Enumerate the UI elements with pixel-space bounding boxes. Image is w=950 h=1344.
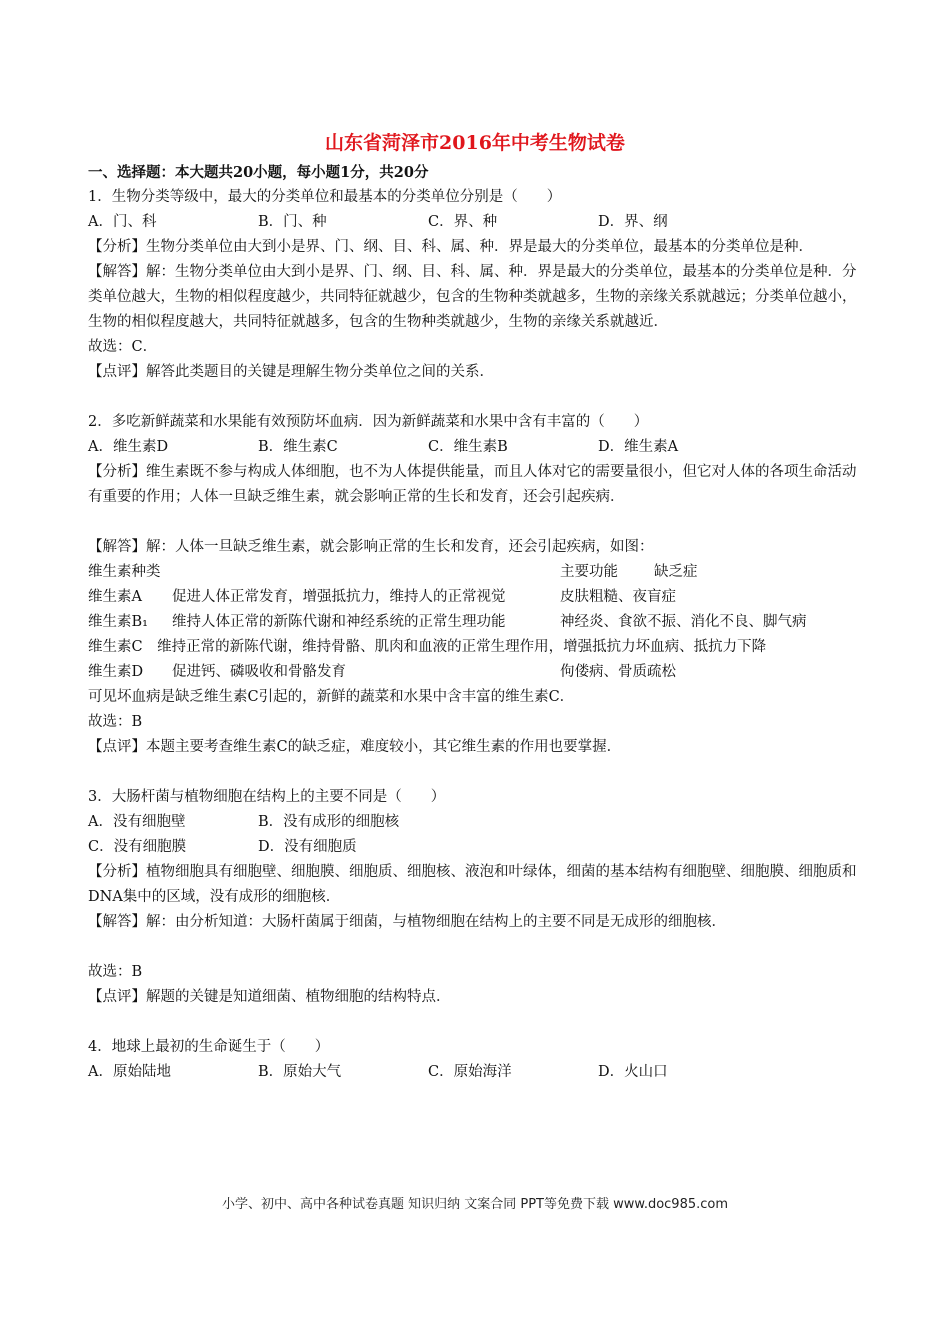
q2-conclusion: 可见坏血病是缺乏维生素C引起的，新鲜的蔬菜和水果中含丰富的维生素C． bbox=[88, 689, 575, 705]
vitamin-deficiency: 皮肤粗糙、夜盲症 bbox=[560, 589, 676, 605]
header-function: 主要功能 bbox=[560, 564, 618, 580]
page-title: 山东省菏泽市2016年中考生物试卷 bbox=[325, 132, 625, 154]
vitamin-row bbox=[88, 660, 860, 685]
q3-comment: 【点评】解题的关键是知道细菌、植物细胞的结构特点． bbox=[88, 989, 451, 1005]
q1-answer: 【解答】解：生物分类单位由大到小是界、门、纲、目、科、属、种．界是最大的分类单位，最基本的分类单位是种．分类单位越大，生物的相似程度越少，共同特征就越少，包含的生物种类就越多，生物的亲缘关系就越远；分类单位越小，生物的相似程度越大，共同特征就越多，包含的生物种类就越少，生物的亲缘关系就越近． bbox=[88, 264, 857, 330]
vitamin-function: 促进人体正常发育，增强抵抗力，维持人的正常视觉 bbox=[172, 589, 506, 605]
q2-options bbox=[88, 435, 860, 460]
q2-option-b: B．维生素C bbox=[258, 439, 338, 455]
q3-option-a: A．没有细胞壁 bbox=[88, 814, 186, 830]
exam-content bbox=[88, 160, 860, 1085]
header-type: 维生素种类 bbox=[88, 564, 161, 580]
q3-answer: 【解答】解：由分析知道：大肠杆菌属于细菌，与植物细胞在结构上的主要不同是无成形的细胞核． bbox=[88, 914, 726, 930]
vitamin-name: 维生素B₁ bbox=[88, 614, 148, 630]
vitamin-row bbox=[88, 585, 860, 610]
vitamin-row-wrapped bbox=[88, 635, 860, 660]
q2-analysis: 【分析】维生素既不参与构成人体细胞，也不为人体提供能量，而且人体对它的需要量很小，但它对人体的各项生命活动有重要的作用；人体一旦缺乏维生素，就会影响正常的生长和发育，还会引起疾病． bbox=[88, 464, 857, 505]
q1-stem: 1．生物分类等级中，最大的分类单位和最基本的分类单位分别是（ ） bbox=[88, 189, 562, 205]
q3-stem: 3．大肠杆菌与植物细胞在结构上的主要不同是（ ） bbox=[88, 789, 446, 805]
q1-choice: 故选：C． bbox=[88, 339, 158, 355]
q1-option-b: B．门、种 bbox=[258, 214, 327, 230]
q2-stem: 2．多吃新鲜蔬菜和水果能有效预防坏血病．因为新鲜蔬菜和水果中含有丰富的（ ） bbox=[88, 414, 649, 430]
vitamin-table-header bbox=[88, 560, 860, 585]
page-footer: 小学、初中、高中各种试卷真题 知识归纳 文案合同 PPT等免费下载 www.doc985.com bbox=[221, 1197, 729, 1212]
q2-answer: 【解答】解：人体一旦缺乏维生素，就会影响正常的生长和发育，还会引起疾病，如图： bbox=[88, 539, 654, 555]
q4-option-b: B．原始大气 bbox=[258, 1064, 342, 1080]
vitamin-deficiency: 佝偻病、骨质疏松 bbox=[560, 664, 676, 680]
q3-options-row2 bbox=[88, 835, 860, 860]
vitamin-name: 维生素D bbox=[88, 664, 144, 680]
q4-stem: 4．地球上最初的生命诞生于（ ） bbox=[88, 1039, 330, 1055]
vitamin-function: 维持正常的新陈代谢，维持骨骼、肌肉和血液的正常生理作用，增强抵抗力 bbox=[157, 639, 636, 655]
vitamin-function: 维持人体正常的新陈代谢和神经系统的正常生理功能 bbox=[172, 614, 506, 630]
vitamin-name: 维生素A bbox=[88, 589, 142, 605]
vitamin-deficiency: 坏血病、抵抗力下降 bbox=[635, 639, 767, 655]
q3-analysis: 【分析】植物细胞具有细胞壁、细胞膜、细胞质、细胞核、液泡和叶绿体，细菌的基本结构有细胞壁、细胞膜、细胞质和DNA集中的区域，没有成形的细胞核． bbox=[88, 864, 857, 905]
q3-option-c: C．没有细胞膜 bbox=[88, 839, 187, 855]
vitamin-deficiency: 神经炎、食欲不振、消化不良、脚气病 bbox=[560, 614, 807, 630]
q2-comment: 【点评】本题主要考查维生素C的缺乏症，难度较小，其它维生素的作用也要掌握． bbox=[88, 739, 622, 755]
q1-option-c: C．界、种 bbox=[428, 214, 498, 230]
q1-comment: 【点评】解答此类题目的关键是理解生物分类单位之间的关系． bbox=[88, 364, 494, 380]
q1-option-d: D．界、纲 bbox=[598, 214, 668, 230]
q1-analysis: 【分析】生物分类单位由大到小是界、门、纲、目、科、属、种．界是最大的分类单位，最基本的分类单位是种． bbox=[88, 239, 813, 255]
q4-option-d: D．火山口 bbox=[598, 1064, 668, 1080]
q4-option-c: C．原始海洋 bbox=[428, 1064, 512, 1080]
q3-option-b: B．没有成形的细胞核 bbox=[258, 814, 400, 830]
q1-options bbox=[88, 210, 860, 235]
q1-option-a: A．门、科 bbox=[88, 214, 157, 230]
q4-option-a: A．原始陆地 bbox=[88, 1064, 171, 1080]
vitamin-function: 促进钙、磷吸收和骨骼发育 bbox=[172, 664, 346, 680]
q4-options bbox=[88, 1060, 860, 1085]
q3-choice: 故选：B bbox=[88, 964, 143, 980]
vitamin-row bbox=[88, 610, 860, 635]
q3-options-row1 bbox=[88, 810, 860, 835]
q2-option-c: C．维生素B bbox=[428, 439, 508, 455]
q3-option-d: D．没有细胞质 bbox=[258, 839, 357, 855]
vitamin-name: 维生素C bbox=[88, 639, 143, 655]
header-deficiency: 缺乏症 bbox=[654, 564, 698, 580]
q2-option-d: D．维生素A bbox=[598, 439, 679, 455]
q2-option-a: A．维生素D bbox=[88, 439, 169, 455]
q2-choice: 故选：B bbox=[88, 714, 143, 730]
section-heading: 一、选择题：本大题共20小题，每小题1分，共20分 bbox=[88, 164, 429, 181]
